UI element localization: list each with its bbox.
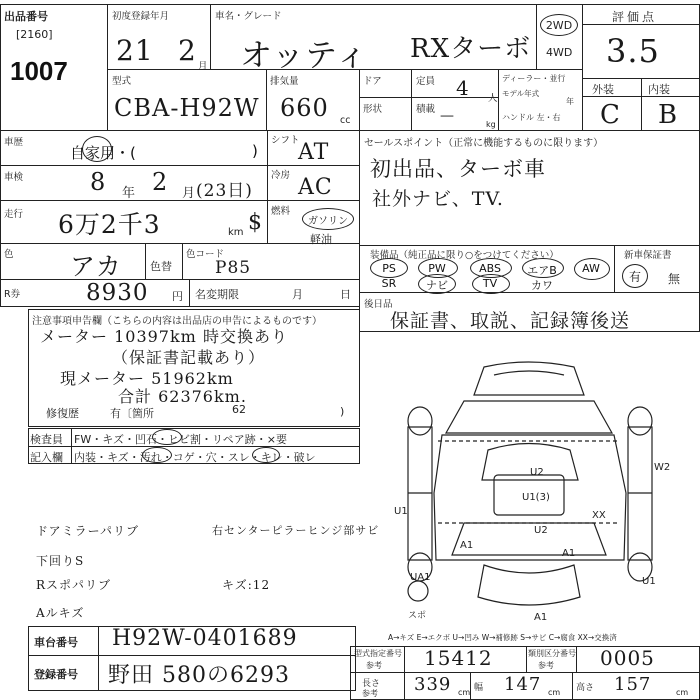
equip-sr: SR xyxy=(381,277,397,290)
repair-label: 修復歴 xyxy=(46,407,79,420)
equip-ps: PS xyxy=(382,262,396,275)
exterior-label: 外装 xyxy=(592,83,614,96)
dent-circle xyxy=(152,429,182,445)
name-change-label: 名変期限 xyxy=(195,288,239,301)
history-label: 車歴 xyxy=(4,137,24,148)
inspector-row: FW・キズ・凹石・ヒビ割・リペア跡・×要 xyxy=(74,433,287,446)
ac-label: 冷房 xyxy=(271,170,291,181)
dmg-a1-2: A1 xyxy=(562,548,576,559)
warranty-no: 無 xyxy=(668,272,681,286)
model-spec-value: 15412 xyxy=(424,646,493,670)
car-name-label: 車名・グレード xyxy=(215,11,282,22)
color-code-label: 色コード xyxy=(186,249,225,260)
entry-row: 内装・キズ・汚れ・コゲ・穴・スレ・キレ・破レ xyxy=(74,451,316,464)
dmg-ua1: UA1 xyxy=(410,572,431,583)
fuel-label: 燃料 xyxy=(271,206,291,217)
equip-pw: PW xyxy=(428,262,446,275)
notes-label: 注意事項申告欄（こちらの内容は出品店の申告によるものです） xyxy=(32,316,322,327)
dmg-a1-bottom: A1 xyxy=(534,612,548,623)
repair-value: 有〔箇所 xyxy=(110,407,154,420)
scribble-1b: 右センターピラーヒンジ部サビ xyxy=(212,524,380,537)
inspect-label: 車検 xyxy=(4,172,24,183)
inspect-year-unit: 年 xyxy=(122,186,136,201)
lot-number: 1007 xyxy=(10,56,68,86)
equip-aw-circle xyxy=(574,258,610,280)
later-docs-label: 後日品 xyxy=(364,299,393,310)
equip-navi-circle xyxy=(418,274,456,294)
first-reg-label: 初度登録年月 xyxy=(112,11,170,22)
recycle-label: R券 xyxy=(4,289,21,300)
note-line3: 現メーター 51962km xyxy=(60,369,234,388)
first-reg-year: 21 xyxy=(116,34,154,67)
dmg-u1-left: U1 xyxy=(394,506,408,517)
mileage-value: 6万2千3 xyxy=(58,210,161,239)
scribble-3b: キズ:12 xyxy=(222,578,271,592)
person-unit: 人 xyxy=(488,93,498,104)
dmg-u2-top: U2 xyxy=(530,467,544,478)
first-reg-month: 2 xyxy=(178,34,197,67)
dmg-w2: W2 xyxy=(654,462,671,473)
cc-unit: cc xyxy=(340,115,351,126)
model-spec-label: 型式指定番号 xyxy=(354,649,402,658)
dmg-u1-right: U1 xyxy=(642,576,656,587)
drive-2wd: 2WD xyxy=(545,18,573,32)
equip-tv-circle xyxy=(472,274,510,294)
handle-label: ハンドル 左・右 xyxy=(502,113,561,122)
type-class-label: 類別区分番号 xyxy=(528,649,576,658)
capacity: 4 xyxy=(456,76,470,100)
model-code: CBA-H92W xyxy=(114,94,260,122)
model-label: 型式 xyxy=(112,76,132,87)
displacement: 660 xyxy=(280,94,329,122)
reg-label: 登録番号 xyxy=(34,668,78,681)
dmg-spoiler: スポ xyxy=(408,611,427,621)
note-line2: （保証書記載あり） xyxy=(112,348,266,367)
sales-line1: 初出品、ターボ車 xyxy=(370,157,546,181)
inspector-label: 検査員 xyxy=(30,433,63,446)
note-line1: メーター 10397km 時交換あり xyxy=(40,327,288,346)
color-label: 色 xyxy=(4,249,14,260)
month-unit: 月 xyxy=(198,61,208,72)
scribble-3: Rスポパリブ xyxy=(36,578,112,592)
displacement-label: 排気量 xyxy=(270,76,299,87)
mileage-km: km xyxy=(228,227,244,238)
scuff-circle xyxy=(252,447,280,463)
model-year-label: モデル年式 xyxy=(502,89,540,98)
repair-close: ) xyxy=(340,405,345,418)
recycle-value: 8930 xyxy=(86,280,149,306)
type-class-ref: 参考 xyxy=(538,661,554,670)
dmg-xx: XX xyxy=(592,510,606,521)
sales-line2: 社外ナビ、TV. xyxy=(372,188,504,210)
grade: RXターボ xyxy=(410,34,532,64)
load-dash: — xyxy=(440,108,455,124)
eval-score: 3.5 xyxy=(606,32,660,70)
ac-value: AC xyxy=(298,175,333,200)
inspect-month: 2 xyxy=(152,168,169,196)
shift-label: シフト xyxy=(271,135,300,146)
lot-label: 出品番号 xyxy=(4,10,48,23)
history-value: 自家用・( xyxy=(70,144,136,162)
equip-label: 装備品（純正品に限り○をつけてください） xyxy=(370,250,559,261)
history-close: ) xyxy=(252,142,258,160)
name-change-month: 月 xyxy=(292,288,303,301)
fuel-diesel: 軽油 xyxy=(310,233,332,246)
damage-legend: A→キズ E→エクボ U→凹み W→補修跡 S→サビ C→腐食 XX→交換済 xyxy=(388,633,617,642)
scribble-1: ドアミラーパリブ xyxy=(36,524,140,538)
eval-label: 評価点 xyxy=(612,10,658,24)
width-value: 147 xyxy=(504,674,542,695)
chassis-label: 車台番号 xyxy=(34,636,78,649)
equip-ps-circle xyxy=(370,258,408,278)
fuel-gasoline-circle xyxy=(302,208,354,230)
width-label: 幅 xyxy=(474,683,484,693)
note-line4: 合計 62376km. xyxy=(118,387,247,406)
dealer-label: ディーラー・並行 xyxy=(502,74,566,83)
model-spec-ref: 参考 xyxy=(366,661,382,670)
capacity-label: 定員 xyxy=(416,76,436,87)
inspect-day: (23日) xyxy=(196,181,253,201)
sales-point-label: セールスポイント（正常に機能するものに限ります） xyxy=(364,138,604,149)
drive-2wd-circle xyxy=(540,14,578,36)
paint-label: 色替 xyxy=(150,260,172,273)
equip-tv: TV xyxy=(482,277,498,290)
warranty-yes: 有 xyxy=(628,269,641,284)
fuel-gasoline: ガソリン xyxy=(308,215,348,227)
inspect-month-unit: 月 xyxy=(182,186,196,201)
height-value: 157 xyxy=(614,674,652,695)
name-change-day: 日 xyxy=(340,288,351,301)
warranty-yes-circle xyxy=(622,264,648,288)
dmg-u2-side: U2 xyxy=(534,525,548,536)
equip-abs: ABS xyxy=(479,262,501,275)
drive-4wd: 4WD xyxy=(546,46,573,59)
mileage-label: 走行 xyxy=(4,209,24,220)
type-class-value: 0005 xyxy=(600,646,655,670)
yen-unit: 円 xyxy=(172,290,183,303)
doors-label: ドア xyxy=(363,76,382,87)
kg-unit: kg xyxy=(486,120,496,129)
length-ref: 参考 xyxy=(362,689,378,698)
dirt-circle xyxy=(142,447,172,463)
reg-value: 野田 580の6293 xyxy=(108,663,290,688)
lot-sub: [2160] xyxy=(16,28,53,41)
length-label: 長さ xyxy=(362,679,381,689)
shape-label: 形状 xyxy=(363,104,383,115)
year-unit-label: 年 xyxy=(566,97,574,106)
scribble-4: Aルキズ xyxy=(36,606,85,620)
entry-label: 記入欄 xyxy=(30,451,63,464)
inspect-year: 8 xyxy=(90,168,107,196)
equip-aw: AW xyxy=(582,262,600,275)
exterior-grade: C xyxy=(600,100,621,130)
chassis-value: H92W-0401689 xyxy=(112,626,298,651)
height-cm: cm xyxy=(676,688,689,697)
equip-airbag-circle xyxy=(522,258,564,278)
color-code: P85 xyxy=(215,258,252,278)
warranty-label: 新車保証書 xyxy=(624,250,672,261)
dmg-a1-1: A1 xyxy=(460,540,474,551)
color-value: アカ xyxy=(70,252,122,281)
load-label: 積載 xyxy=(416,104,436,115)
equip-leather: カワ xyxy=(531,279,553,292)
length-cm: cm xyxy=(458,688,471,697)
color-box xyxy=(0,243,360,280)
equip-navi: ナビ xyxy=(426,279,448,292)
dmg-u1-roof: U1(3) xyxy=(522,492,550,503)
car-name: オッティ xyxy=(240,36,369,74)
interior-label: 内装 xyxy=(648,83,670,96)
repair-num: 62 xyxy=(232,403,246,416)
width-cm: cm xyxy=(548,688,561,697)
shift-value: AT xyxy=(298,140,330,165)
later-docs-value: 保証書、取説、記録簿後送 xyxy=(390,310,631,332)
interior-grade: B xyxy=(658,100,679,130)
mileage-mark: $ xyxy=(248,210,263,235)
equip-airbag: エアB xyxy=(527,264,557,277)
scribble-2: 下回りS xyxy=(36,554,85,568)
height-label: 高さ xyxy=(576,683,595,693)
length-value: 339 xyxy=(414,674,452,695)
